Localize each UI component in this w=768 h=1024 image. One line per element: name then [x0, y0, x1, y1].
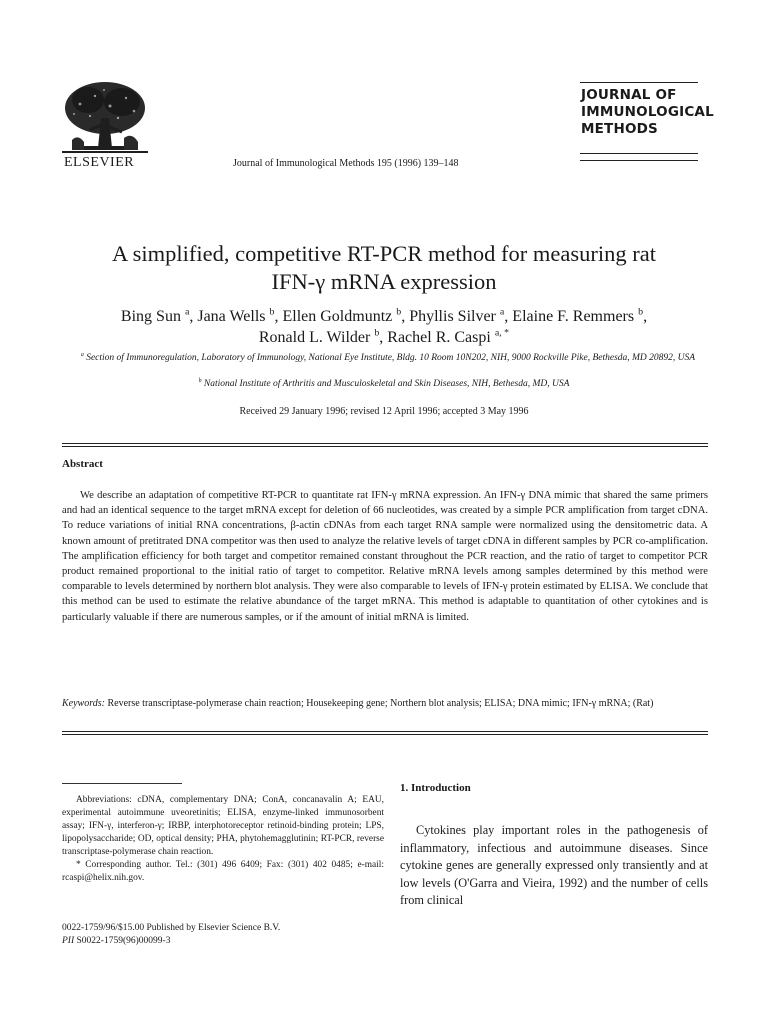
affiliation-marker: b: [638, 306, 644, 318]
separator: ,: [643, 308, 648, 325]
title-line: IFN-γ mRNA expression: [271, 269, 497, 294]
affiliation-text: National Institute of Arthritis and Musculoskeletal and Skin Diseases, NIH, Bethesda, MD, USA: [203, 379, 570, 389]
introduction-text: Cytokines play important roles in the pathogenesis of inflammatory, infectious and autoimmune diseases. Since cytokine genes are generally expressed only transiently and at low levels (O'Garra and Vieira, 1992) and the number of cells from clinical: [400, 823, 708, 907]
author-name: Jana Wells: [197, 308, 266, 325]
affiliation-marker: b: [269, 306, 275, 318]
author-name: Rachel R. Caspi: [387, 329, 491, 346]
affiliation-marker: a, *: [494, 327, 510, 339]
journal-bottom-rule: [580, 153, 698, 154]
affiliation-text: Section of Immunoregulation, Laboratory of Immunology, National Eye Institute, Bldg. 10 Room 10N202, NIH, 9000 Rockville Pike, Bethesda, MD 20892, USA: [86, 353, 696, 363]
journal-citation: Journal of Immunological Methods 195 (1996) 139–148: [233, 158, 459, 169]
title-line: A simplified, competitive RT-PCR method for measuring rat: [112, 241, 656, 266]
journal-top-rule: [580, 82, 698, 83]
affiliation-marker: b: [374, 327, 380, 339]
abstract-bottom-rule-2: [62, 734, 708, 735]
abbreviations-footnote: Abbreviations: cDNA, complementary DNA; ConA, concanavalin A; EAU, experimental autoimmune uveoretinitis; ELISA, enzyme-linked immunosorbent assay; IFN-γ, interferon-γ; IRBP, interphotoreceptor retinoid-binding protein; LPS, lipopolysaccharide; OD, optical density; PHA, phytohemagglutinin; RT-PCR, reverse transcriptase-polymerase chain reaction.: [62, 795, 384, 857]
pii-value: S0022-1759(96)00099-3: [76, 936, 171, 946]
footnotes: [62, 794, 384, 885]
journal-name-line: JOURNAL OF: [581, 87, 677, 103]
separator: ,: [504, 308, 513, 325]
journal-bottom-rule-2: [580, 160, 698, 161]
keywords-label: Keywords:: [62, 698, 105, 709]
article-title: [40, 240, 728, 296]
affiliation-marker: a: [184, 306, 190, 318]
abstract-text: We describe an adaptation of competitive RT-PCR to quantitate rat IFN-γ mRNA expression. An IFN-γ DNA mimic that shared the same primers and had an identical sequence to the target mRNA except for deletion of 66 nucleotides, was created by a simple PCR amplification from target cDNA. To reduce variations of initial RNA concentrations, β-actin cDNAs from each target RNA sample were normalized using the densitometric data. A known amount of pretitrated DNA competitor was then used to analyze the relative levels of target cDNA in different samples by PCR co-amplification. The amplification efficiency for both target and competitor remained constant throughout the PCR reaction, and the ratio of target to competitor PCR product remained proportional to the initial ratio of target to competitor. Relative mRNA levels among samples determined by this method were comparable to levels determined by northern blot analysis. They were also comparable to levels of IFN-γ protein estimated by ELISA. We conclude that this method can be used to estimate the relative abundance of the target mRNA. This method is adaptable to quantitation of other cytokines and is particularly valuable if there are numerous samples, or if the amount of initial mRNA is limited.: [62, 490, 708, 623]
introduction-heading: 1. Introduction: [400, 782, 471, 794]
abstract-top-rule-2: [62, 446, 708, 447]
elsevier-tree-logo: [60, 78, 150, 162]
author-name: Ellen Goldmuntz: [282, 308, 393, 325]
separator: ,: [189, 308, 198, 325]
separator: ,: [379, 329, 388, 346]
journal-name-line: IMMUNOLOGICAL: [581, 104, 714, 120]
separator: ,: [274, 308, 283, 325]
author-name: Elaine F. Remmers: [512, 308, 635, 325]
affiliation-a: [40, 352, 736, 365]
affiliation-marker: a: [499, 306, 505, 318]
affiliation-b: [40, 378, 728, 391]
keywords: [62, 697, 708, 711]
author-name: Ronald L. Wilder: [258, 329, 371, 346]
pii-label: PII: [62, 936, 75, 946]
corresponding-author-footnote: * Corresponding author. Tel.: (301) 496 6409; Fax: (301) 402 0485; e-mail: rcaspi@helix.nih.gov.: [62, 860, 384, 883]
abstract-heading: Abstract: [62, 458, 103, 470]
publisher-name: ELSEVIER: [64, 155, 135, 170]
journal-name-line: METHODS: [581, 121, 658, 137]
separator: ,: [401, 308, 410, 325]
publication-ids: [62, 922, 280, 948]
abstract-bottom-rule: [62, 731, 708, 732]
affiliation-marker: b: [198, 377, 202, 384]
keywords-text: Reverse transcriptase-polymerase chain reaction; Housekeeping gene; Northern blot analysis; ELISA; DNA mimic; IFN-γ mRNA; (Rat): [107, 698, 654, 709]
abstract-top-rule: [62, 443, 708, 444]
received-dates: Received 29 January 1996; revised 12 April 1996; accepted 3 May 1996: [239, 406, 529, 417]
author-list: [40, 306, 728, 348]
issn-line: 0022-1759/96/$15.00 Published by Elsevier Science B.V.: [62, 923, 281, 933]
author-name: Bing Sun: [120, 308, 181, 325]
journal-name: [581, 87, 714, 138]
affiliation-marker: b: [396, 306, 402, 318]
author-name: Phyllis Silver: [409, 308, 496, 325]
affiliation-marker: a: [80, 351, 84, 358]
footnote-rule: [62, 783, 182, 784]
